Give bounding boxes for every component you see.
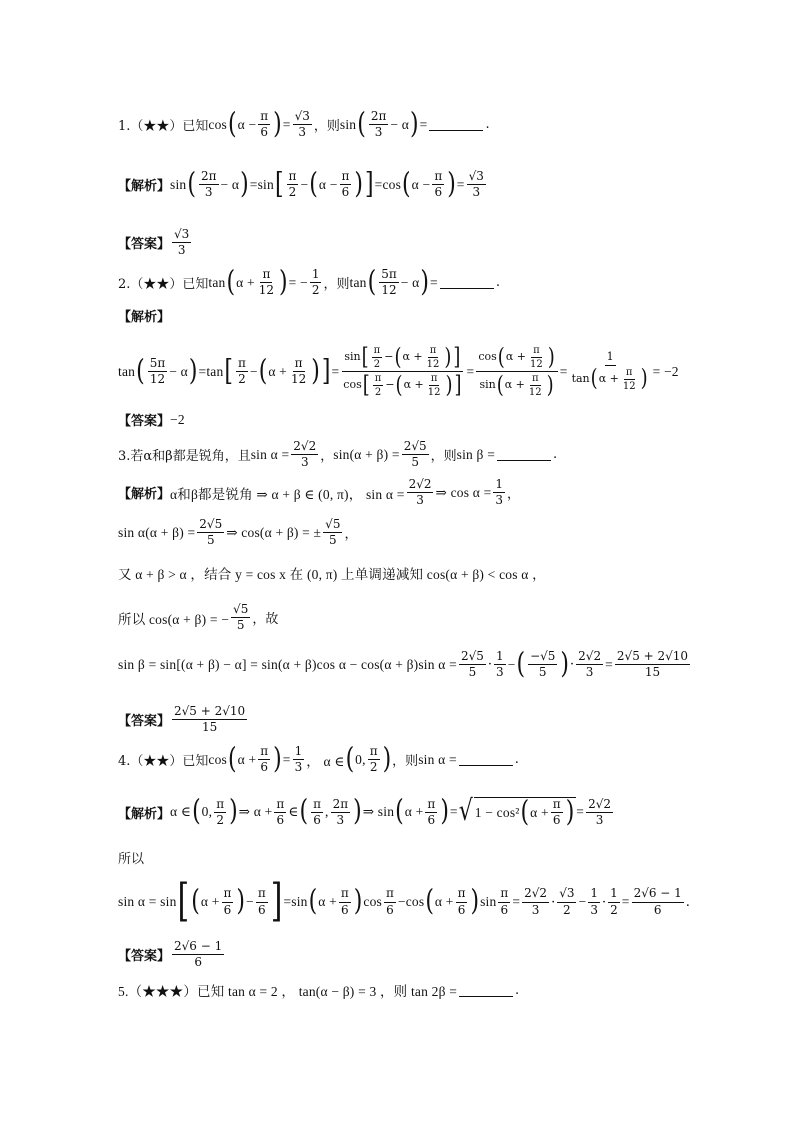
q2-answer: 【答案】 −2 <box>118 411 185 429</box>
question-5: 5.（★★★）已知 tan α = 2 ， tan(α − β) = 3 ，则 tan 2β = . <box>118 982 520 999</box>
q2-solution: tan ( $\frac{5\pi}{12}$ − α ) = tan [ $\frac{\pi}{2}$ − ( α + $\frac{\pi}{12}$ ) ] = sin [ $\frac{\pi}{2}$ − ( α + $\frac{\pi}{12}$ ) ] cos [ $\frac{\pi}{2}$ − ( α + $\frac{\pi}{12}$ ) ] = cos ( α + $\frac{\pi}{12}$ ) sin ( α + $\frac{\pi}{12}$ ) = 1 tan ( α + $\frac{\pi}{12}$ ) = −2 <box>118 343 679 399</box>
answer-blank-5[interactable] <box>459 984 513 997</box>
q4-answer: 【答案】 $\frac{2√6 - 1}{6}$ <box>118 939 223 970</box>
q4-solution-3: sin α = sin [ ( α + $\frac{\pi}{6}$ ) − $\frac{\pi}{6}$ ] = sin ( α + $\frac{\pi}{6}$ ) cos $\frac{\pi}{6}$ − cos ( α + $\frac{\pi}{6}$ ) sin $\frac{\pi}{6}$ = $\frac{2√2}{3}$ · $\frac{√3}{2}$ − $\frac{1}{3}$ · $\frac{1}{2}$ = $\frac{2√6 - 1}{6}$ . <box>118 875 690 928</box>
answer-blank-3[interactable] <box>497 448 551 461</box>
solution-label: 【解析】 <box>118 179 171 195</box>
question-3: 3.若 α和β都是锐角，且 sin α = $\frac{2√2}{3}$ ， sin(α + β) = $\frac{2√5}{5}$ ，则 sin β = . <box>118 439 558 470</box>
answer-blank-1[interactable] <box>429 118 483 131</box>
question-4: 4.（★★）已知 cos ( α + $\frac{\pi}{6}$ ) = $\frac{1}{3}$ ， α ∈ ( 0, $\frac{\pi}{2}$ ) ，则 sin α = . <box>118 742 519 776</box>
question-1: 1.（★★）已知 cos ( α − $\frac{\pi}{6}$ ) = $\frac{√3}{3}$ ，则 sin ( $\frac{2\pi}{3}$ − α ) = . <box>118 107 490 141</box>
q4-solution-1: 【解析】 α ∈ ( 0, $\frac{\pi}{2}$ ) ⇒ α + $\frac{\pi}{6}$ ∈ ( $\frac{\pi}{6}$ , $\frac{2\pi}{3}$ ) ⇒ sin ( α + $\frac{\pi}{6}$ ) = √ 1 − cos² ( α + $\frac{\pi}{6}$ ) = $\frac{2√2}{3}$ <box>118 795 612 829</box>
q3-solution-2: sin α(α + β) = $\frac{2√5}{5}$ ⇒ cos(α + β) = ± $\frac{√5}{5}$ ， <box>118 517 358 548</box>
q3-solution-1: 【解析】 α和β都是锐角 ⇒ α + β ∈ (0, π) ， sin α = $\frac{2√2}{3}$ ⇒ cos α = $\frac{1}{3}$ ， <box>118 477 521 508</box>
q4-solution-2: 所以 <box>118 852 145 867</box>
q3-solution-3: 又 α + β > α ，结合 y = cos x 在 (0, π) 上单调递减知 cos(α + β) < cos α ， <box>118 567 546 582</box>
q3-solution-5: sin β = sin[(α + β) − α] = sin(α + β)cos α − cos(α + β)sin α = $\frac{2√5}{5}$ · $\frac{1}{3}$ − ( $\frac{-√5}{5}$ ) · $\frac{2√2}{3}$ = $\frac{2√5 + 2√10}{15}$ <box>118 647 689 681</box>
q2-solution-label: 【解析】 <box>118 310 171 325</box>
answer-blank-2[interactable] <box>440 276 494 289</box>
q3-answer: 【答案】 $\frac{2√5 + 2√10}{15}$ <box>118 704 246 735</box>
question-2: 2.（★★）已知 tan ( α + $\frac{\pi}{12}$ ) = − $\frac{1}{2}$ ，则 tan ( $\frac{5\pi}{12}$ − α ) = . <box>118 265 500 299</box>
q1-answer: 【答案】 $\frac{√3}{3}$ <box>118 227 190 258</box>
answer-blank-4[interactable] <box>459 753 513 766</box>
answer-label: 【答案】 <box>118 237 171 253</box>
q1-solution: 【解析】 sin ( $\frac{2\pi}{3}$ − α ) = sin [ $\frac{\pi}{2}$ − ( α − $\frac{\pi}{6}$ ) ] = cos ( α − $\frac{\pi}{6}$ ) = $\frac{√3}{3}$ <box>118 167 484 201</box>
q3-solution-4: 所以 cos(α + β) = − $\frac{√5}{5}$ ，故 <box>118 602 279 633</box>
q1-prefix: 1.（★★）已知 <box>118 119 209 135</box>
